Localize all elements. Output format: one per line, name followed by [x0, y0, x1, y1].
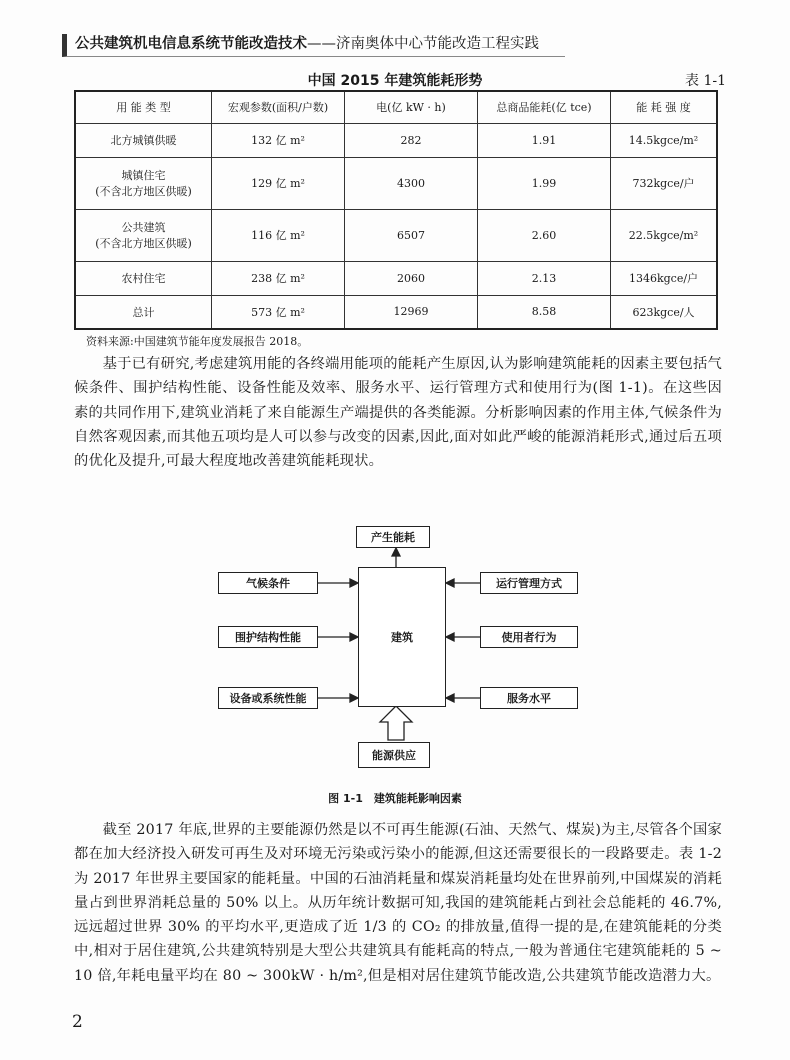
- diagram-top-box: 产生能耗: [356, 526, 430, 548]
- table-source: 资料来源:中国建筑节能年度发展报告 2018。: [86, 335, 309, 348]
- table-cell: 2060: [345, 261, 478, 295]
- col-header: 电(亿 kW · h): [345, 91, 478, 123]
- paragraph-text: 基于已有研究,考虑建筑用能的各终端用能项的能耗产生原因,认为影响建筑能耗的因素主要包括气候条件、围护结构性能、设备性能及效率、服务水平、运行管理方式和使用行为(图 1-1)。在这些因素的共同作用下,建筑业消耗了来自能源生产端提供的各类能源。分析影响因素的作用主体,气候条件为自然客观因素,而其他五项均是人可以参与改变的因素,因此,面对如此严峻的能源消耗形式,通过后五项的优化及提升,可最大程度地改善建筑能耗现状。: [74, 356, 722, 470]
- type-note: (不含北方地区供暖): [95, 185, 192, 198]
- type-label: 公共建筑: [121, 221, 166, 234]
- table-cell: 8.58: [478, 295, 611, 329]
- figure-caption: 图 1-1 建筑能耗影响因素: [328, 792, 462, 805]
- table-cell: 732kgce/户: [611, 157, 718, 209]
- table-cell: 2.60: [478, 209, 611, 261]
- type-note: (不含北方地区供暖): [95, 237, 192, 250]
- col-header: 用 能 类 型: [75, 91, 212, 123]
- table-cell: 282: [345, 123, 478, 157]
- diagram-left-box: 气候条件: [218, 572, 318, 594]
- type-label: 农村住宅: [121, 272, 166, 285]
- col-header: 宏观参数(面积/户数): [212, 91, 345, 123]
- table-cell: 132 亿 m²: [212, 123, 345, 157]
- diagram-bottom-box: 能源供应: [358, 742, 430, 768]
- header-subtitle: ——济南奥体中心节能改造工程实践: [307, 36, 539, 52]
- table-cell: 4300: [345, 157, 478, 209]
- diagram-center-box: 建筑: [358, 567, 446, 707]
- diagram-right-box: 使用者行为: [480, 626, 578, 648]
- table-cell: 623kgce/人: [611, 295, 718, 329]
- diagram-left-box: 设备或系统性能: [218, 687, 318, 709]
- table-cell: 12969: [345, 295, 478, 329]
- table-number: 表 1-1: [685, 73, 726, 89]
- col-header: 能 耗 强 度: [611, 91, 718, 123]
- table-cell: 14.5kgce/m²: [611, 123, 718, 157]
- table-cell: 1346kgce/户: [611, 261, 718, 295]
- table-cell: 1.99: [478, 157, 611, 209]
- table-cell: 2.13: [478, 261, 611, 295]
- table-cell: 129 亿 m²: [212, 157, 345, 209]
- header-title: 公共建筑机电信息系统节能改造技术: [75, 36, 307, 52]
- type-label: 城镇住宅: [121, 169, 166, 182]
- table-cell: 238 亿 m²: [212, 261, 345, 295]
- diagram-right-box: 运行管理方式: [480, 572, 578, 594]
- paragraph-2: [74, 818, 722, 988]
- table-cell: 22.5kgce/m²: [611, 209, 718, 261]
- table-title: 中国 2015 年建筑能耗形势: [307, 73, 483, 89]
- table-cell: 116 亿 m²: [212, 209, 345, 261]
- page-number: 2: [72, 1012, 83, 1032]
- type-label: 总计: [132, 305, 155, 319]
- diagram-right-box: 服务水平: [480, 687, 578, 709]
- diagram-left-box: 围护结构性能: [218, 626, 318, 648]
- type-label: 北方城镇供暖: [110, 134, 177, 147]
- col-header: 总商品能耗(亿 tce): [478, 91, 611, 123]
- table-cell: 6507: [345, 209, 478, 261]
- paragraph-text: 截至 2017 年底,世界的主要能源仍然是以不可再生能源(石油、天然气、煤炭)为主,尽管各个国家都在加大经济投入研发可再生及对环境无污染或污染小的能源,但这还需要很长的一段路要走。表 1-2 为 2017 年世界主要国家的能耗量。中国的石油消耗量和煤炭消耗量均处在世界前列,中国煤炭的消耗量占到世界消耗总量的 50% 以上。从历年统计数据可知,我国的建筑能耗占到社会总能耗的 46.7%,远远超过世界 30% 的平均水平,更造成了近 1/3 的 CO₂ 的排放量,值得一提的是,在建筑能耗的分类中,相对于居住建筑,公共建筑特别是大型公共建筑具有能耗高的特点,一般为普通住宅建筑能耗的 5 ~ 10 倍,年耗电量平均在 80 ~ 300kW · h/m²,但是相对居住建筑节能改造,公共建筑节能改造潜力大。: [74, 822, 722, 984]
- table-cell: 1.91: [478, 123, 611, 157]
- table-cell: 573 亿 m²: [212, 295, 345, 329]
